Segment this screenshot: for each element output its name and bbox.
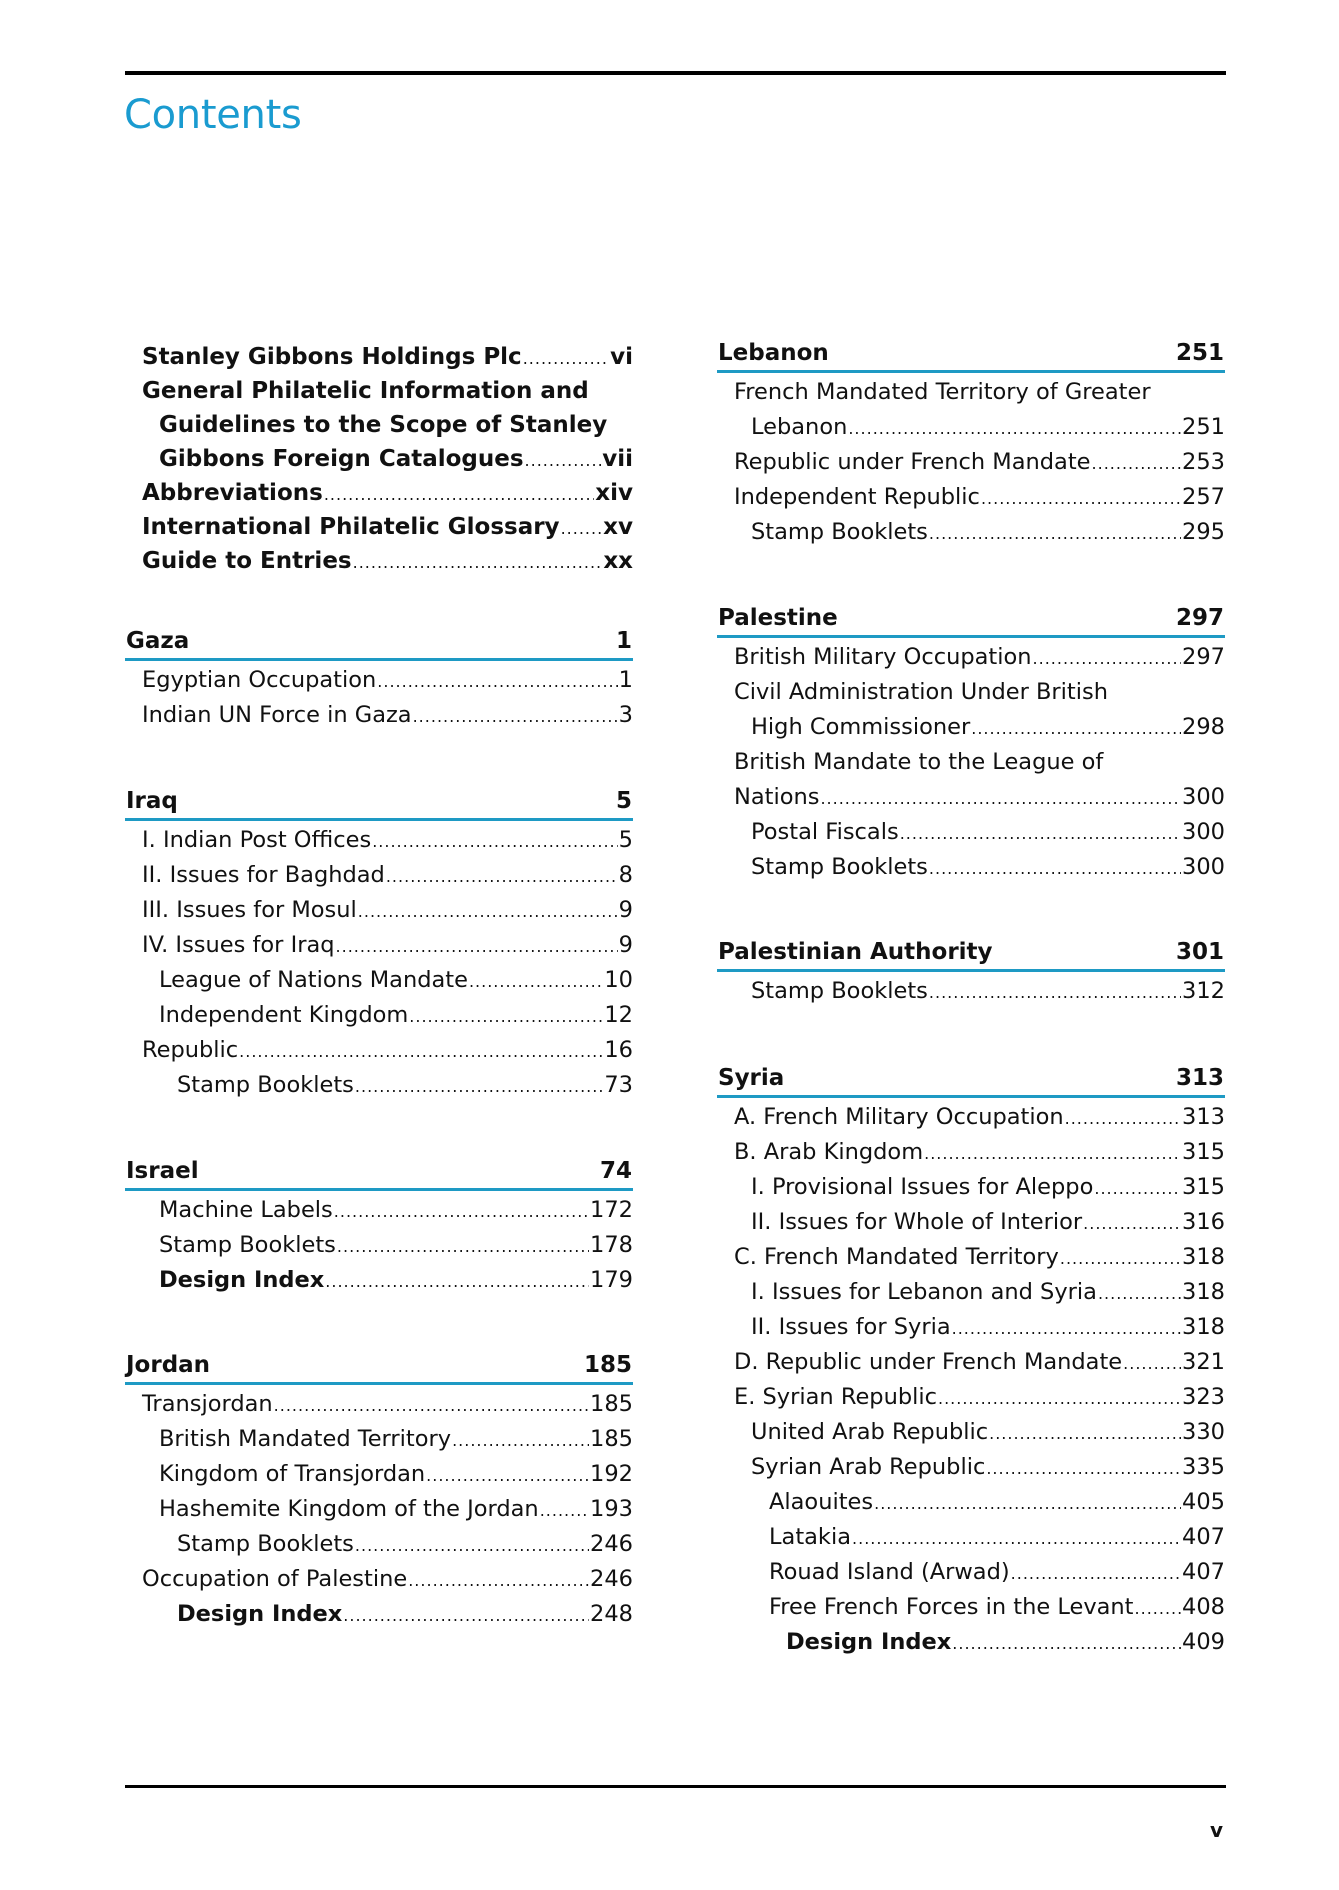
toc-entry[interactable]: II. Issues for Whole of Interior ..... 316 [717,1209,1225,1244]
leader-dots [1092,449,1182,475]
leader-dots [426,1461,589,1487]
front-matter-list [142,344,633,582]
page-number: v [1210,1818,1224,1842]
toc-entry[interactable]: British Mandate to the League of [734,749,1104,775]
leader-dots [358,897,618,923]
top-rule [125,71,1226,75]
toc-entry-design-index[interactable]: Design Index ..... 409 [717,1629,1225,1664]
section-heading[interactable]: Lebanon 251 [717,340,1225,373]
toc-entry[interactable]: Independent Kingdom ..... 12 [125,1002,633,1037]
toc-entry[interactable]: A. French Military Occupation ..... 313 [717,1104,1225,1139]
section-heading[interactable]: Jordan 185 [125,1352,633,1385]
section-jordan [125,1352,633,1636]
leader-dots [924,1139,1181,1165]
leader-dots [239,1037,603,1063]
toc-entry[interactable]: Stamp Booklets ..... 300 [717,854,1225,889]
toc-entry[interactable]: British Military Occupation ..... 297 [717,644,1225,679]
section-heading[interactable]: Gaza 1 [125,628,633,661]
bottom-rule [125,1785,1226,1788]
leader-dots [409,1002,603,1028]
leader-dots [1060,1244,1181,1270]
toc-entry[interactable]: C. French Mandated Territory ..... 318 [717,1244,1225,1279]
leader-dots [929,519,1181,545]
toc-entry[interactable]: Hashemite Kingdom of the Jordan ..... 193 [125,1496,633,1531]
toc-entry-design-index[interactable]: Design Index ..... 248 [125,1601,633,1636]
section-syria [717,1065,1225,1664]
toc-entry[interactable]: Syrian Arab Republic ..... 335 [717,1454,1225,1489]
toc-entry[interactable]: IV. Issues for Iraq ..... 9 [125,932,633,967]
leader-dots [971,714,1181,740]
leader-dots [334,1197,589,1223]
leader-dots [372,827,617,853]
leader-dots [989,1419,1181,1445]
toc-entry[interactable]: Stamp Booklets ..... 312 [717,978,1225,1013]
toc-entry-design-index[interactable]: Design Index ..... 179 [125,1267,633,1302]
toc-entry[interactable]: Abbreviations ..... xiv [142,480,633,514]
leader-dots [1135,1594,1182,1620]
leader-dots [353,548,603,574]
leader-dots [852,1524,1181,1550]
toc-entry[interactable]: Kingdom of Transjordan ..... 192 [125,1461,633,1496]
leader-dots [325,1267,589,1293]
toc-entry[interactable]: Republic under French Mandate ..... 253 [717,449,1225,484]
leader-dots [981,484,1181,510]
section-israel [125,1158,633,1302]
leader-dots [337,1232,589,1258]
section-heading[interactable]: Palestine 297 [717,605,1225,638]
leader-dots [386,862,618,888]
leader-dots [1065,1104,1181,1130]
toc-entry[interactable]: Civil Administration Under British [734,679,1108,705]
toc-entry[interactable]: Stamp Booklets ..... 295 [717,519,1225,554]
toc-entry[interactable]: III. Issues for Mosul ..... 9 [125,897,633,932]
toc-entry-continuation[interactable]: Nations ..... 300 [717,784,1225,819]
leader-dots [355,1531,589,1557]
toc-entry[interactable]: Republic ..... 16 [125,1037,633,1072]
section-palestinian-authority [717,939,1225,1013]
toc-entry[interactable]: General Philatelic Information and [142,378,589,404]
leader-dots [469,967,603,993]
toc-entry[interactable]: Transjordan ..... 185 [125,1391,633,1426]
leader-dots [408,1566,589,1592]
leader-dots [1094,1174,1181,1200]
toc-entry[interactable]: E. Syrian Republic ..... 323 [717,1384,1225,1419]
toc-entry[interactable]: I. Provisional Issues for Aleppo ..... 315 [717,1174,1225,1209]
leader-dots [1033,644,1182,670]
section-heading[interactable]: Syria 313 [717,1065,1225,1098]
leader-dots [1098,1279,1181,1305]
leader-dots [336,932,618,958]
toc-entry[interactable]: Guide to Entries ..... xx [142,548,633,582]
section-iraq [125,788,633,1107]
section-heading[interactable]: Palestinian Authority 301 [717,939,1225,972]
toc-entry[interactable]: D. Republic under French Mandate ..... 321 [717,1349,1225,1384]
toc-entry[interactable]: British Mandated Territory ..... 185 [125,1426,633,1461]
toc-entry-continuation[interactable]: Guidelines to the Scope of Stanley [159,412,608,438]
leader-dots [355,1072,603,1098]
toc-entry[interactable]: International Philatelic Glossary ..... xv [142,514,633,548]
toc-entry[interactable]: Occupation of Palestine ..... 246 [125,1566,633,1601]
toc-entry-continuation[interactable]: Lebanon ..... 251 [717,414,1225,449]
leader-dots [324,480,594,506]
leader-dots [525,446,602,472]
section-heading[interactable]: Iraq 5 [125,788,633,821]
leader-dots [274,1391,589,1417]
section-lebanon [717,340,1225,554]
toc-entry[interactable]: II. Issues for Baghdad ..... 8 [125,862,633,897]
leader-dots [938,1384,1181,1410]
leader-dots [929,978,1181,1004]
leader-dots [377,667,617,693]
leader-dots [540,1496,589,1522]
leader-dots [952,1314,1181,1340]
toc-entry[interactable]: Stamp Booklets ..... 73 [125,1072,633,1107]
toc-entry[interactable]: French Mandated Territory of Greater [734,379,1151,405]
toc-entry[interactable]: Indian UN Force in Gaza ..... 3 [125,702,633,737]
toc-entry[interactable]: B. Arab Kingdom ..... 315 [717,1139,1225,1174]
toc-entry[interactable]: Free French Forces in the Levant ..... 408 [717,1594,1225,1629]
leader-dots [848,414,1181,440]
toc-entry[interactable]: Egyptian Occupation ..... 1 [125,667,633,702]
toc-entry[interactable]: United Arab Republic ..... 330 [717,1419,1225,1454]
leader-dots [452,1426,589,1452]
leader-dots [1123,1349,1181,1375]
leader-dots [523,344,609,370]
leader-dots [900,819,1181,845]
toc-entry-continuation[interactable]: High Commissioner ..... 298 [717,714,1225,749]
page-title: Contents [124,92,302,138]
leader-dots [413,702,618,728]
section-heading[interactable]: Israel 74 [125,1158,633,1191]
toc-entry[interactable]: Alaouites ..... 405 [717,1489,1225,1524]
toc-entry[interactable]: Latakia ..... 407 [717,1524,1225,1559]
leader-dots [561,514,603,540]
toc-entry[interactable]: League of Nations Mandate ..... 10 [125,967,633,1002]
toc-entry[interactable]: Independent Republic ..... 257 [717,484,1225,519]
toc-entry[interactable]: Postal Fiscals ..... 300 [717,819,1225,854]
toc-entry[interactable]: Rouad Island (Arwad) ..... 407 [717,1559,1225,1594]
toc-entry[interactable]: Machine Labels ..... 172 [125,1197,633,1232]
toc-entry[interactable]: I. Indian Post Offices ..... 5 [125,827,633,862]
leader-dots [343,1601,589,1627]
section-gaza [125,628,633,737]
leader-dots [952,1629,1181,1655]
toc-entry[interactable]: II. Issues for Syria ..... 318 [717,1314,1225,1349]
section-palestine [717,605,1225,889]
toc-entry-continuation[interactable]: Gibbons Foreign Catalogues ..... vii [142,446,633,480]
leader-dots [874,1489,1181,1515]
leader-dots [1083,1209,1181,1235]
leader-dots [929,854,1181,880]
toc-entry[interactable]: Stamp Booklets ..... 178 [125,1232,633,1267]
toc-entry[interactable]: Stamp Booklets ..... 246 [125,1531,633,1566]
leader-dots [986,1454,1181,1480]
leader-dots [820,784,1181,810]
toc-entry[interactable]: I. Issues for Lebanon and Syria ..... 318 [717,1279,1225,1314]
leader-dots [1011,1559,1181,1585]
toc-entry[interactable]: Stanley Gibbons Holdings Plc ..... vi [142,344,633,378]
